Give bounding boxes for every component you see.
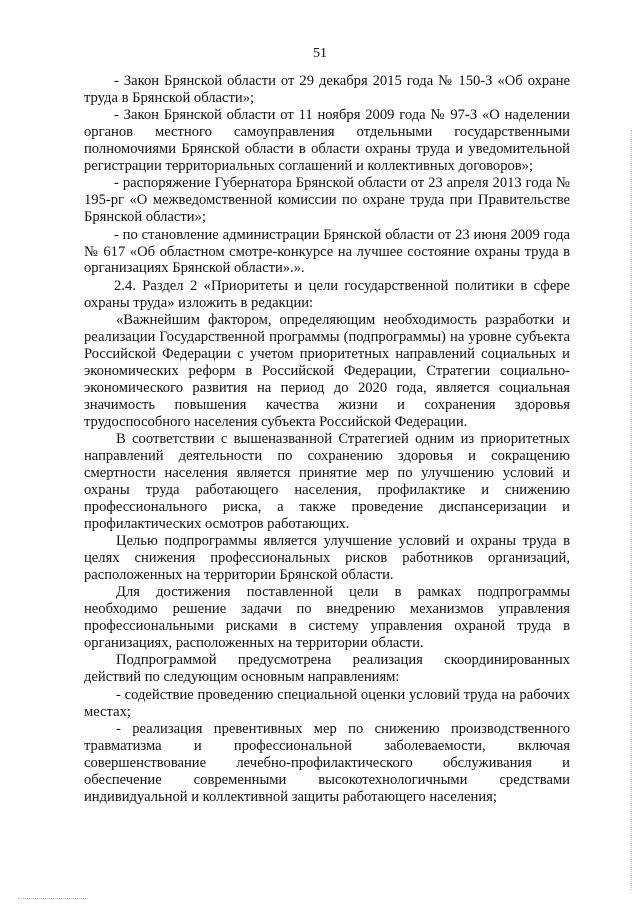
list-item-order-195: - распоряжение Губернатора Брянской области от 23 апреля 2013 года № 195-рг «О межведомственной комиссии по охране труда при Правительстве Брянской области»; (84, 175, 570, 226)
list-item-assessment: - содействие проведению специальной оценки условий труда на рабочих местах; (84, 686, 570, 720)
page-number: 51 (313, 46, 327, 61)
paragraph-importance: «Важнейшим фактором, определяющим необходимость разработки и реализации Государственной программы (подпрограммы) на уровне субъекта Российской Федерации с учетом приоритетных направлений социальных и экономических реформ в Российской Федерации, Стратегии социально-экономического развития на период до 2020 года, является социальная значимость повышения качества жизни и сохранения здоровья трудоспособного населения субъекта Российской Федерации. (84, 312, 570, 430)
list-item-law-150: - Закон Брянской области от 29 декабря 2015 года № 150-З «Об охране труда в Брянской области»; (84, 73, 570, 106)
section-amendment-2-4: 2.4. Раздел 2 «Приоритеты и цели государственной политики в сфере охраны труда» изложить в редакции: (84, 277, 570, 311)
list-item-law-97: - Закон Брянской области от 11 ноября 2009 года № 97-З «О наделении органов местного самоуправления отдельными государственными полномочиями Брянской области в области охраны труда и уведомительной регистрации территориальных соглашений и коллективных договоров»; (84, 107, 570, 175)
paragraph-directions-intro: Подпрограммой предусмотрена реализация скоординированных действий по следующим основным направлениям: (84, 652, 570, 686)
paragraph-goal: Целью подпрограммы является улучшение условий и охраны труда в целях снижения профессиональных рисков работников организаций, расположенных на территории Брянской области. (84, 532, 570, 583)
paragraph-strategy: В соответствии с вышеназванной Стратегией одним из приоритетных направлений деятельности по сохранению здоровья и сокращению смертности населения является принятие мер по улучшению условий и охраны труда работающего населения, профилактике и снижению профессионального риска, а также проведение диспансеризации и профилактических осмотров работающих. (84, 431, 570, 532)
scan-footer-mark (18, 898, 88, 899)
paragraph-task: Для достижения поставленной цели в рамках подпрограммы необходимо решение задачи по внедрению механизмов управления профессиональными рисками в систему управления охраной труда в организациях, расположенных на территории области. (84, 584, 570, 651)
list-item-preventive-measures: - реализация превентивных мер по снижению производственного травматизма и профессиональной заболеваемости, включая совершенствование лечебно-профилактического обслуживания и обеспечение современными высокотехнологичными средствами индивидуальной и коллективной защиты работающего населения; (84, 720, 570, 805)
list-item-resolution-617: - по становление администрации Брянской области от 23 июня 2009 года № 617 «Об областном смотре-конкурсе на лучшее состояние охраны труда в организациях Брянской области».». (84, 226, 570, 277)
scan-edge-mark (629, 130, 632, 890)
document-body (84, 73, 570, 806)
